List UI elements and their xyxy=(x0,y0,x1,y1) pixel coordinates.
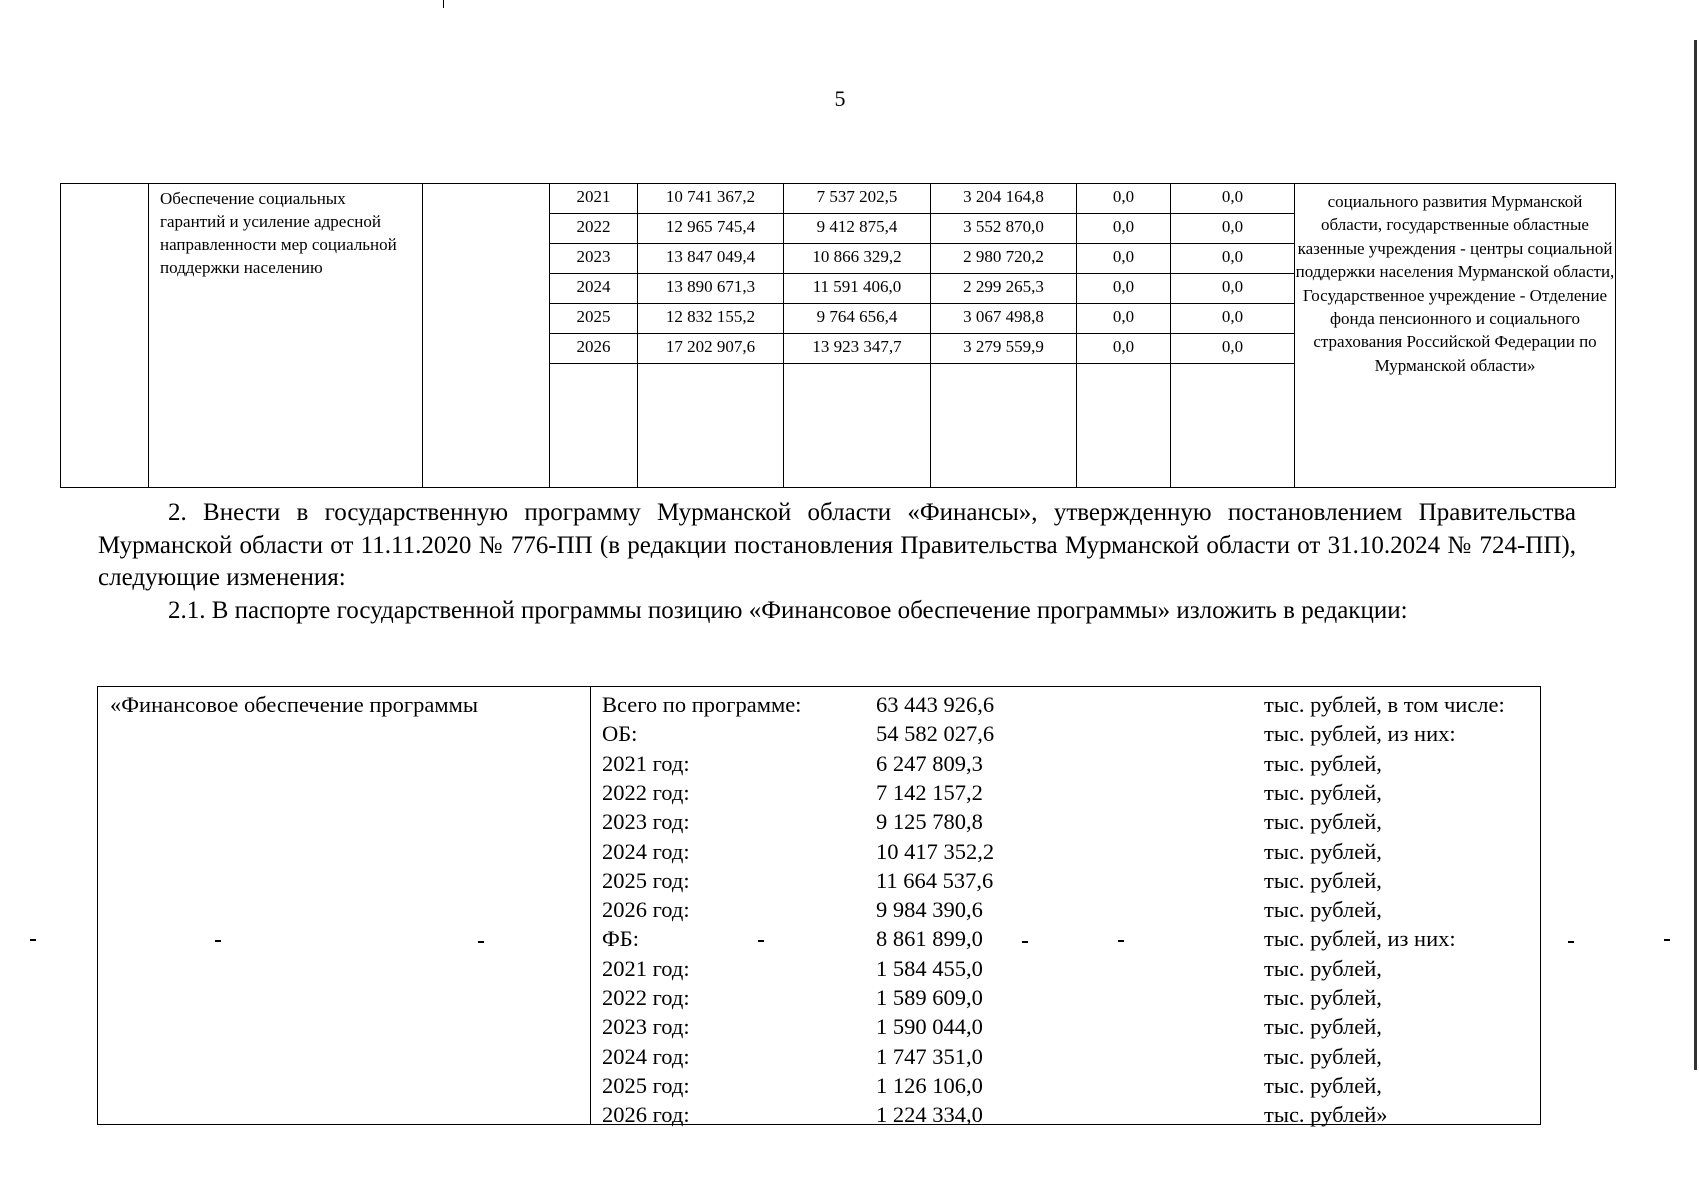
mb-cell: 0,0 xyxy=(1077,334,1171,364)
total-cell: 12 965 745,4 xyxy=(638,214,784,244)
finance-value: 1 584 455,0 xyxy=(876,955,983,981)
finance-unit: тыс. рублей, xyxy=(1264,750,1382,776)
finance-label: 2022 год: xyxy=(602,779,690,805)
finance-row xyxy=(98,924,1540,953)
finance-row xyxy=(98,866,1540,895)
finance-label: 2025 год: xyxy=(602,867,690,893)
finance-value: 54 582 027,6 xyxy=(876,721,995,747)
finance-unit: тыс. рублей, xyxy=(1264,1072,1382,1098)
finance-label: 2023 год: xyxy=(602,1014,690,1040)
blank-cell xyxy=(1077,364,1171,488)
fb-cell: 3 552 870,0 xyxy=(931,214,1077,244)
finance-value: 10 417 352,2 xyxy=(876,838,995,864)
finance-value: 63 443 926,6 xyxy=(876,692,995,717)
finance-unit: тыс. рублей, xyxy=(1264,838,1382,864)
vb-cell: 0,0 xyxy=(1171,334,1295,364)
mb-cell: 0,0 xyxy=(1077,274,1171,304)
total-cell: 13 847 049,4 xyxy=(638,244,784,274)
finance-label: 2026 год: xyxy=(602,1102,690,1128)
finance-row xyxy=(98,807,1540,836)
blank-cell xyxy=(638,364,784,488)
vb-cell: 0,0 xyxy=(1171,274,1295,304)
page-number: 5 xyxy=(834,86,846,111)
finance-row xyxy=(98,1100,1540,1129)
finance-label: 2024 год: xyxy=(602,838,690,864)
finance-row xyxy=(98,954,1540,983)
paragraph-passport: 2.1. В паспорте государственной программы позицию «Финансовое обеспечение программы» изложить в редакции: xyxy=(168,597,1408,624)
mb-cell: 0,0 xyxy=(1077,214,1171,244)
finance-label: 2026 год: xyxy=(602,897,690,923)
blank-cell xyxy=(550,364,638,488)
finance-unit: тыс. рублей, xyxy=(1264,897,1382,923)
year-cell: 2021 xyxy=(550,184,638,214)
vb-cell: 0,0 xyxy=(1171,244,1295,274)
finance-row xyxy=(98,749,1540,778)
finance-value: 9 125 780,8 xyxy=(876,809,983,835)
finance-unit: тыс. рублей, xyxy=(1264,1014,1382,1040)
finance-row xyxy=(98,837,1540,866)
finance-row xyxy=(98,895,1540,924)
finance-row xyxy=(98,1012,1540,1041)
finance-value: 11 664 537,6 xyxy=(876,867,994,893)
fb-cell: 2 299 265,3 xyxy=(931,274,1077,304)
finance-unit: тыс. рублей, xyxy=(1264,809,1382,835)
finance-label: 2021 год: xyxy=(602,955,690,981)
year-cell: 2025 xyxy=(550,304,638,334)
finance-row xyxy=(98,690,1540,719)
finance-unit: тыс. рублей, из них: xyxy=(1264,926,1456,952)
mb-cell: 0,0 xyxy=(1077,304,1171,334)
total-cell: 12 832 155,2 xyxy=(638,304,784,334)
finance-value: 1 224 334,0 xyxy=(876,1102,983,1128)
total-cell: 17 202 907,6 xyxy=(638,334,784,364)
scan-mark xyxy=(478,941,484,943)
finance-label: Всего по программе: xyxy=(602,692,802,717)
scan-mark xyxy=(1568,941,1574,943)
ob-cell: 13 923 347,7 xyxy=(784,334,931,364)
scan-mark xyxy=(443,0,444,8)
blank-cell xyxy=(784,364,931,488)
finance-row xyxy=(98,1071,1540,1100)
finance-label: 2024 год: xyxy=(602,1043,690,1069)
finance-label: 2023 год: xyxy=(602,809,690,835)
year-cell: 2022 xyxy=(550,214,638,244)
year-cell: 2026 xyxy=(550,334,638,364)
finance-value: 9 984 390,6 xyxy=(876,897,983,923)
paragraph-amendment: 2. Внести в государственную программу Мурманской области «Финансы», утвержденную постановлением Правительства Мурманской области от 11.11.2020 № 776-ПП (в редакции постановления Правительства Мурманской области от 31.10.2024 № 724-ПП), следующие изменения: xyxy=(98,499,1576,591)
finance-unit: тыс. рублей, xyxy=(1264,1043,1382,1069)
mb-cell: 0,0 xyxy=(1077,244,1171,274)
ob-cell: 10 866 329,2 xyxy=(784,244,931,274)
blank-cell xyxy=(1171,364,1295,488)
ob-cell: 11 591 406,0 xyxy=(784,274,931,304)
total-cell: 10 741 367,2 xyxy=(638,184,784,214)
finance-label: 2025 год: xyxy=(602,1072,690,1098)
total-cell: 13 890 671,3 xyxy=(638,274,784,304)
finance-unit: тыс. рублей, xyxy=(1264,955,1382,981)
finance-label: ОБ: xyxy=(602,721,638,747)
finance-value: 6 247 809,3 xyxy=(876,750,983,776)
finance-unit: тыс. рублей, xyxy=(1264,867,1382,893)
finance-value: 8 861 899,0 xyxy=(876,926,983,952)
ob-cell: 7 537 202,5 xyxy=(784,184,931,214)
fb-cell: 3 279 559,9 xyxy=(931,334,1077,364)
executors-cell: социального развития Мурманской области, государственные областные казенные учреждения - центры социальной поддержки населения Мурманской области, Государственное учреждение - Отделение фонда пенсионного и социального страхования Российской Федерации по Мурманской области» xyxy=(1295,184,1616,488)
finance-value: 1 747 351,0 xyxy=(876,1043,983,1069)
scan-mark xyxy=(215,940,221,942)
scan-mark xyxy=(1118,940,1124,942)
finance-row xyxy=(98,778,1540,807)
finance-label: 2021 год: xyxy=(602,750,690,776)
fb-cell: 3 067 498,8 xyxy=(931,304,1077,334)
finance-value: 1 589 609,0 xyxy=(876,985,983,1010)
ob-cell: 9 412 875,4 xyxy=(784,214,931,244)
blank-cell xyxy=(931,364,1077,488)
finance-value: 1 590 044,0 xyxy=(876,1014,983,1040)
index-cell xyxy=(61,184,149,488)
scan-mark xyxy=(1664,939,1670,941)
scan-edge xyxy=(1694,40,1697,1070)
code-cell xyxy=(423,184,550,488)
finance-table xyxy=(97,686,1541,1128)
scan-mark xyxy=(1022,941,1028,943)
subprogram-funding-table xyxy=(60,183,1616,488)
finance-unit: тыс. рублей, xyxy=(1264,779,1382,805)
scan-mark xyxy=(758,940,764,942)
finance-value: 7 142 157,2 xyxy=(876,779,983,805)
finance-unit: тыс. рублей, из них: xyxy=(1264,721,1456,747)
finance-label: 2022 год: xyxy=(602,985,690,1010)
finance-table-title: «Финансовое обеспечение программы xyxy=(110,692,478,717)
scan-mark xyxy=(30,939,36,941)
finance-unit: тыс. рублей, в том числе: xyxy=(1264,692,1505,717)
vb-cell: 0,0 xyxy=(1171,184,1295,214)
finance-row xyxy=(98,983,1540,1012)
year-cell: 2023 xyxy=(550,244,638,274)
ob-cell: 9 764 656,4 xyxy=(784,304,931,334)
finance-unit: тыс. рублей, xyxy=(1264,985,1382,1010)
fb-cell: 3 204 164,8 xyxy=(931,184,1077,214)
table-row xyxy=(61,184,1616,214)
vb-cell: 0,0 xyxy=(1171,304,1295,334)
year-cell: 2024 xyxy=(550,274,638,304)
finance-label: ФБ: xyxy=(602,926,639,952)
vb-cell: 0,0 xyxy=(1171,214,1295,244)
subprogram-name: Обеспечение социальных гарантий и усиление адресной направленности мер социальной поддержки населению xyxy=(149,184,423,488)
fb-cell: 2 980 720,2 xyxy=(931,244,1077,274)
finance-row xyxy=(98,719,1540,748)
mb-cell: 0,0 xyxy=(1077,184,1171,214)
finance-unit: тыс. рублей» xyxy=(1264,1102,1388,1128)
finance-row xyxy=(98,1042,1540,1071)
finance-value: 1 126 106,0 xyxy=(876,1072,983,1098)
